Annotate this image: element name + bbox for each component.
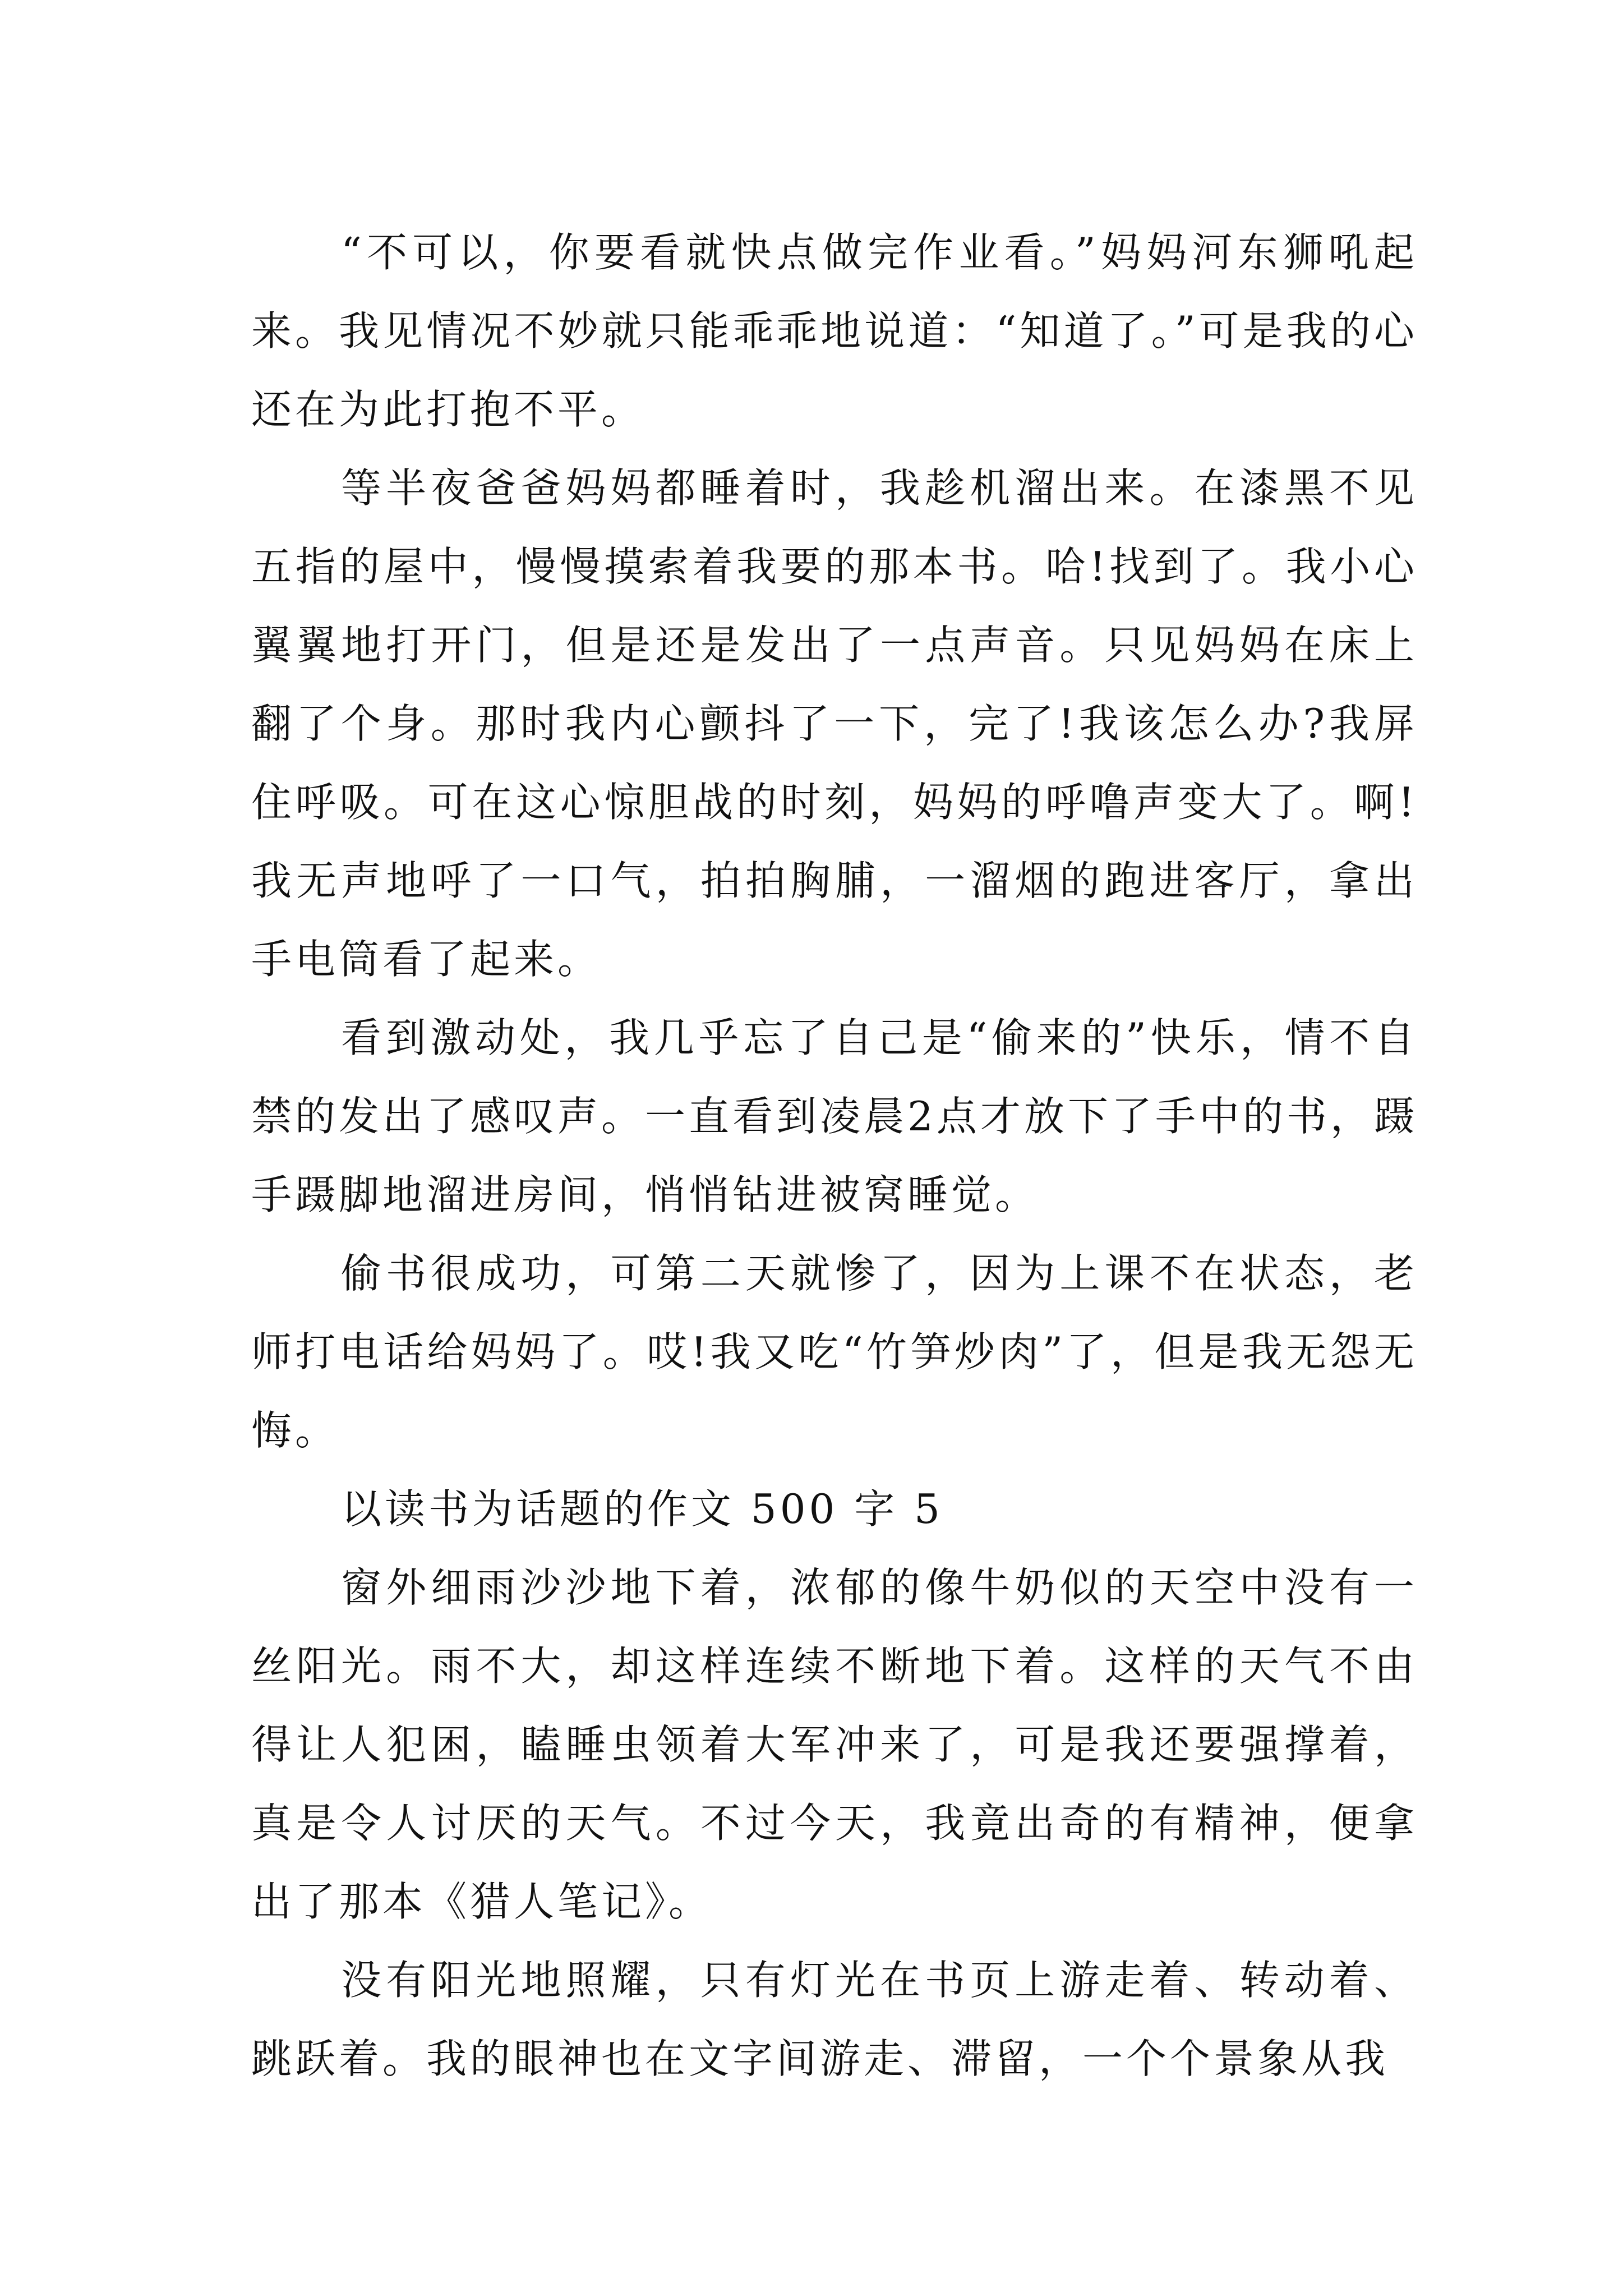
section-heading: 以读书为话题的作文 500 字 5	[341, 1485, 943, 1533]
paragraph-6: 没有阳光地照耀，只有灯光在书页上游走着、转动着、跳跃着。我的眼神也在文字间游走、滞留，一个个景象从我	[251, 1957, 1418, 2082]
paragraph-2: 等半夜爸爸妈妈都睡着时，我趁机溜出来。在漆黑不见五指的屋中，慢慢摸索着我要的那本书。哈!找到了。我小心翼翼地打开门，但是还是发出了一点声音。只见妈妈在床上翻了个身。那时我内心颤抖了一下，完了!我该怎么办?我屏住呼吸。可在这心惊胆战的时刻，妈妈的呼噜声变大了。啊!我无声地呼了一口气，拍拍胸脯，一溜烟的跑进客厅，拿出手电筒看了起来。	[251, 464, 1418, 983]
paragraph-5: 窗外细雨沙沙地下着，浓郁的像牛奶似的天空中没有一丝阳光。雨不大，却这样连续不断地下着。这样的天气不由得让人犯困，瞌睡虫领着大军冲来了，可是我还要强撑着，真是令人讨厌的天气。不过今天，我竟出奇的有精神，便拿出了那本《猎人笔记》。	[251, 1564, 1418, 1925]
paragraph-3: 看到激动处，我几乎忘了自己是“偷来的”快乐，情不自禁的发出了感叹声。一直看到凌晨2点才放下了手中的书，蹑手蹑脚地溜进房间，悄悄钻进被窝睡觉。	[251, 1014, 1418, 1218]
document-body	[251, 213, 1418, 2098]
paragraph-1: “不可以，你要看就快点做完作业看。”妈妈河东狮吼起来。我见情况不妙就只能乖乖地说道：“知道了。”可是我的心还在为此打抱不平。	[251, 229, 1418, 433]
paragraph-4: 偷书很成功，可第二天就惨了，因为上课不在状态，老师打电话给妈妈了。哎!我又吃“竹笋炒肉”了，但是我无怨无悔。	[251, 1250, 1418, 1454]
